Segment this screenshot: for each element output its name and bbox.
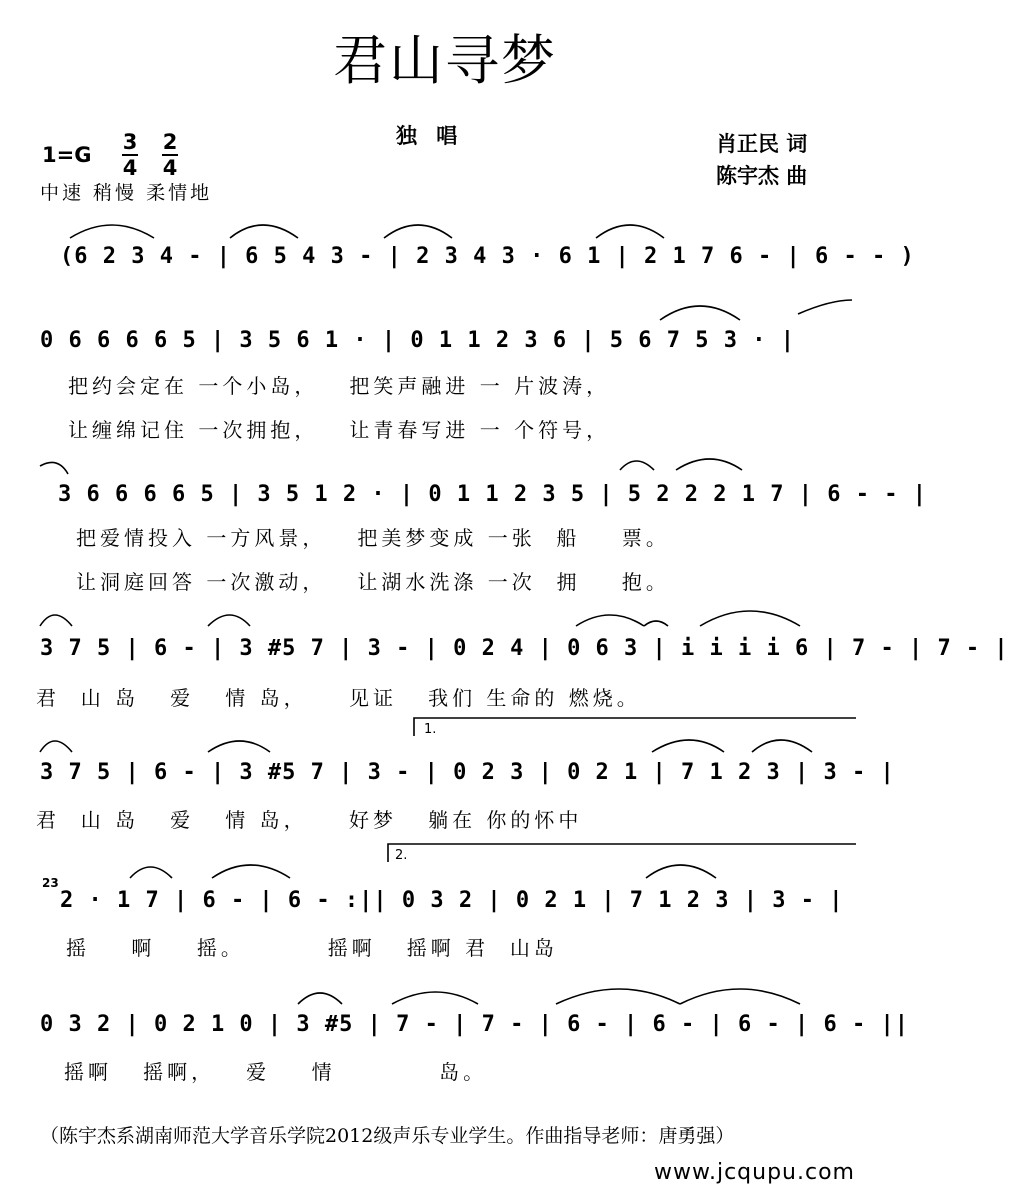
- song-title: 君山寻梦: [333, 29, 557, 92]
- volta-bracket: [388, 844, 856, 862]
- notation-row-7: 0 3 2 | 0 2 1 0 | 3 #5 | 7 - | 7 - | 6 - | 6 - | 6 - | 6 - ||: [40, 1012, 909, 1037]
- slur-mark: [230, 225, 298, 238]
- slur-mark: [652, 740, 724, 752]
- notation-row-1: (6 2 3 4 - | 6 5 4 3 - | 2 3 4 3 · 6 1 | 2 1 7 6 - | 6 - - ): [60, 244, 915, 269]
- slur-mark: [40, 615, 72, 626]
- slur-mark: [212, 865, 290, 878]
- volta-bracket: [414, 718, 856, 736]
- slur-mark: [596, 225, 664, 238]
- slur-mark: [384, 225, 452, 238]
- notation-row-5: 3 7 5 | 6 - | 3 #5 7 | 3 - | 0 2 3 | 0 2 1 | 7 1 2 3 | 3 - |: [40, 760, 895, 785]
- time-signature-2: 2 4: [162, 130, 178, 180]
- site-watermark: www.jcqupu.com: [654, 1160, 855, 1185]
- time-signature-1: 3 4: [122, 130, 138, 180]
- slur-mark: [298, 993, 342, 1004]
- slur-mark: [208, 615, 250, 626]
- notation-row-4: 3 7 5 | 6 - | 3 #5 7 | 3 - | 0 2 4 | 0 6 3 | i i i i 6 | 7 - | 7 - |: [40, 636, 1009, 661]
- slur-mark: [556, 989, 680, 1004]
- lyric-row-5: 君 山 岛 爱 情 岛， 好梦 躺在 你的怀中: [36, 808, 583, 832]
- notation-row-3: 3 6 6 6 6 5 | 3 5 1 2 · | 0 1 1 2 3 5 | 5 2 2 2 1 7 | 6 - - |: [58, 482, 927, 507]
- slur-mark: [660, 306, 740, 320]
- slur-mark: [700, 611, 800, 626]
- lyric-row-3-verse-2: 让洞庭回答 一次激动， 让湖水洗涤 一次 拥 抱。: [76, 570, 670, 594]
- footer-note: （陈宇杰系湖南师范大学音乐学院2012级声乐专业学生。作曲指导老师：唐勇强）: [40, 1125, 735, 1147]
- slur-mark: [130, 867, 172, 878]
- volta-1-label: 1.: [424, 722, 437, 737]
- volta-2-label: 2.: [395, 848, 408, 863]
- lyric-row-2-verse-1: 把约会定在 一个小岛， 把笑声融进 一 片波涛，: [68, 374, 611, 398]
- lyricist-credit: 肖正民 词: [716, 132, 808, 156]
- slur-mark: [646, 865, 716, 878]
- composer-credit: 陈宇杰 曲: [716, 164, 808, 188]
- lyric-row-6: 摇 啊 摇。 摇啊 摇啊 君 山岛: [66, 936, 558, 960]
- slur-mark: [644, 621, 668, 626]
- slur-mark: [40, 741, 72, 752]
- slur-mark: [208, 741, 270, 752]
- tempo-marking: 中速 稍慢 柔情地: [40, 182, 213, 204]
- slur-mark: [752, 740, 812, 752]
- slur-mark: [40, 462, 68, 474]
- lyric-row-3-verse-1: 把爱情投入 一方风景， 把美梦变成 一张 船 票。: [76, 526, 670, 550]
- slur-mark: [576, 615, 644, 626]
- slur-mark: [392, 992, 478, 1004]
- notation-row-6: 2 · 1 7 | 6 - | 6 - :|| 0 3 2 | 0 2 1 | 7 1 2 3 | 3 - |: [60, 888, 844, 913]
- performance-form: 独 唱: [396, 124, 464, 148]
- lyric-row-4: 君 山 岛 爱 情 岛， 见证 我们 生命的 燃烧。: [36, 686, 641, 710]
- lyric-row-2-verse-2: 让缠绵记住 一次拥抱， 让青春写进 一 个符号，: [68, 418, 611, 442]
- lyric-row-7: 摇啊 摇啊， 爱 情 岛。: [64, 1060, 488, 1084]
- slur-mark: [70, 225, 154, 238]
- slur-mark: [676, 459, 742, 470]
- grace-notes: 23: [42, 876, 59, 890]
- slur-mark: [680, 989, 800, 1004]
- slur-mark: [798, 300, 852, 314]
- slur-mark: [620, 461, 654, 470]
- notation-row-2: 0 6 6 6 6 5 | 3 5 6 1 · | 0 1 1 2 3 6 | 5 6 7 5 3 · |: [40, 328, 795, 353]
- key-signature: 1=G: [42, 143, 92, 167]
